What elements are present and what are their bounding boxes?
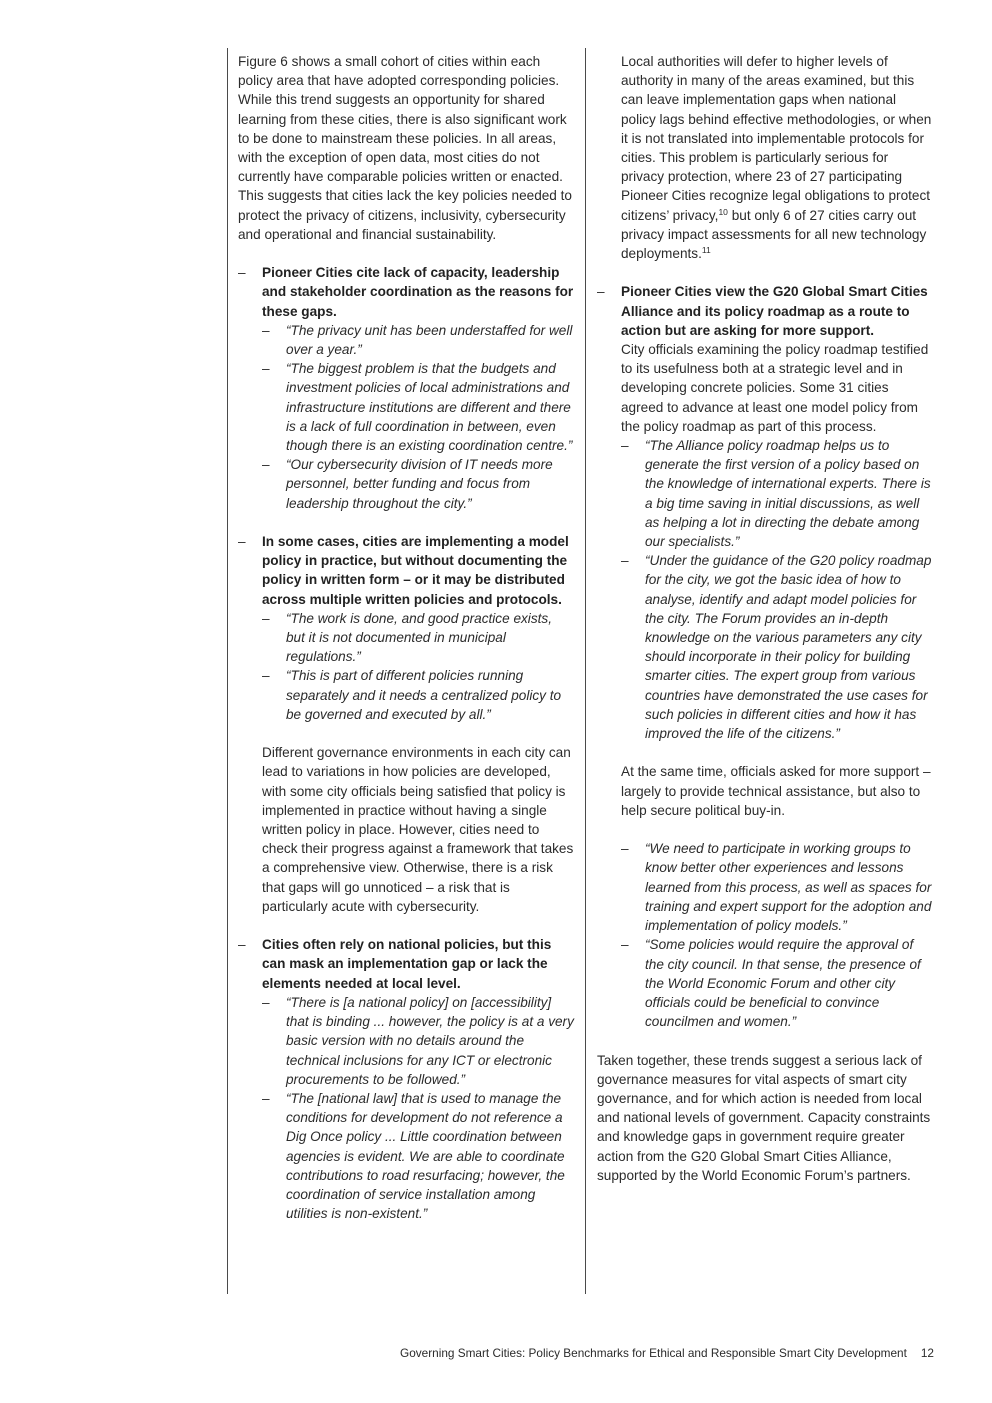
quote-list (621, 839, 933, 1031)
bullet-national-policies (238, 935, 574, 1223)
bullet-heading: In some cases, cities are implementing a model policy in practice, but without documenting the policy in written form – or it may be distributed across multiple written policies and protocols. (262, 534, 569, 607)
bullet-heading: Cities often rely on national policies, but this can mask an implementation gap or lack the elements needed at local level. (262, 937, 552, 991)
quote-item: – “The privacy unit has been understaffed for well over a year.” (262, 322, 573, 358)
bullet-heading: Pioneer Cities view the G20 Global Smart Cities Alliance and its policy roadmap as a route to action but are asking for more support. (621, 284, 928, 338)
bullet-heading: Pioneer Cities cite lack of capacity, leadership and stakeholder coordination as the reasons for these gaps. (262, 265, 574, 319)
quote-list (621, 436, 933, 743)
page-footer (400, 1346, 934, 1360)
quote-item: – “The [national law] that is used to manage the conditions for development do not reference a Dig Once policy ... Little coordination between agencies is evident. We are able to coordinate contributions to road resurfacing; however, the coordination of service installation among utilities is non-existent.” (262, 1090, 565, 1222)
page-number: 12 (920, 1346, 934, 1360)
bullet-dash: – (238, 534, 246, 550)
conclusion-paragraph: Taken together, these trends suggest a serious lack of governance measures for vital aspects of smart city governance, and for which action is needed from local and national levels of government. Capacity constraints and knowledge gaps in government require greater action from the G20 Global Smart Cities Alliance, supported by the World Economic Forum’s partners. (597, 1052, 931, 1183)
quote-item: – “There is [a national policy] on [accessibility] that is binding ... however, the policy is at a very basic version with no details around the technical inclusions for any ICT or electronic procurements to be followed.” (262, 994, 574, 1087)
bullet-dash: – (238, 265, 246, 281)
right-column (597, 52, 933, 1185)
roadmap-paragraph: City officials examining the policy roadmap testified to its usefulness both at a strategic level and in developing concrete policies. Some 31 cities agreed to advance at least one model policy from the policy roadmap as part of this process. (621, 342, 929, 434)
quote-item: – “Some policies would require the approval of the city council. In that sense, the presence of the World Economic Forum and other city officials could be beneficial to convince councilmen and women.” (621, 937, 921, 1030)
quote-item: – “This is part of different policies running separately and it needs a centralized policy to be governed and executed by all.” (262, 668, 562, 722)
quote-item: – “Under the guidance of the G20 policy roadmap for the city, we got the basic idea of how to analyse, identify and adapt model policies for the city. The Forum provides an in-depth knowledge on the various parameters any city should incorporate in their policy for building smarter cities. The expert group from various countries have demonstrated the use cases for such policies in different cities and how it has improved the life of the citizens.” (621, 553, 932, 742)
bullet-model-policy-practice (238, 532, 574, 916)
left-column-rule (227, 48, 228, 1294)
right-intro-paragraph: Local authorities will defer to higher levels of authority in many of the areas examined, but this can leave implementation gaps when national policy lags behind effective methodologies, or when it is not translated into implementable protocols for cities. This problem is particularly serious for privacy protection, where 23 of 27 participating Pioneer Cities recognize legal obligations to protect citizens’ privacy,$^{10}$ but only 6 of 27 cities carry out privacy impact assessments for all new technology deployments.$^{11}$ (621, 54, 932, 262)
quote-list (262, 321, 574, 513)
center-column-rule (585, 48, 586, 1294)
footer-title: Policy Benchmarks for Ethical and Responsible Smart City Development (525, 1346, 907, 1360)
bullet-g20-alliance (597, 282, 933, 1031)
quote-item: – “Our cybersecurity division of IT needs more personnel, better funding and focus from leadership throughout the city.” (262, 457, 553, 511)
footnote-ref-11[interactable]: 11 (701, 245, 711, 256)
bullet-capacity-gaps (238, 263, 574, 513)
quote-item: – “The biggest problem is that the budgets and investment policies of local administrations and infrastructure institutions are different and there is a lack of full coordination in between, even though there is an existing coordination centre.” (262, 361, 573, 454)
quote-item: – “The Alliance policy roadmap helps us to generate the first version of a policy based on the knowledge of international experts. There is a big time saving in initial discussions, as well as helping a lot in directing the debate among our specialists.” (621, 438, 931, 550)
bullet-dash: – (597, 284, 605, 300)
footnote-ref-10[interactable]: 10 (718, 206, 728, 217)
left-intro-paragraph: Figure 6 shows a small cohort of cities within each policy area that have adopted corresponding policies. While this trend suggests an opportunity for shared learning from these cities, there is also significant work to be done to mainstream these policies. In all areas, with the exception of open data, most cities do not currently have comparable policies written or enacted. This suggests that cities lack the key policies needed to protect the privacy of citizens, inclusivity, cybersecurity and operational and financial sustainability. (238, 54, 572, 242)
quote-list (262, 609, 574, 724)
quote-list (262, 993, 574, 1223)
footer-title-bold: Governing Smart Cities: (400, 1346, 526, 1360)
quote-item: – “We need to participate in working groups to know better other experiences and lessons learned from this process, as well as spaces for training and expert support for the adoption and implementation of policy models.” (621, 841, 932, 934)
quote-item: – “The work is done, and good practice exists, but it is not documented in municipal regulations.” (262, 610, 552, 665)
left-column (238, 52, 574, 1223)
support-paragraph: At the same time, officials asked for more support – largely to provide technical assistance, but also to help secure political buy-in. (621, 764, 931, 818)
bullet-dash: – (238, 937, 246, 953)
governance-paragraph: Different governance environments in each city can lead to variations in how policies are developed, with some city officials being satisfied that policy is implemented in practice without having a single written policy in place. However, cities need to check their progress against a framework that takes a comprehensive view. Otherwise, there is a risk that gaps will go unnoticed – a risk that is particularly acute with cybersecurity. (262, 745, 574, 914)
